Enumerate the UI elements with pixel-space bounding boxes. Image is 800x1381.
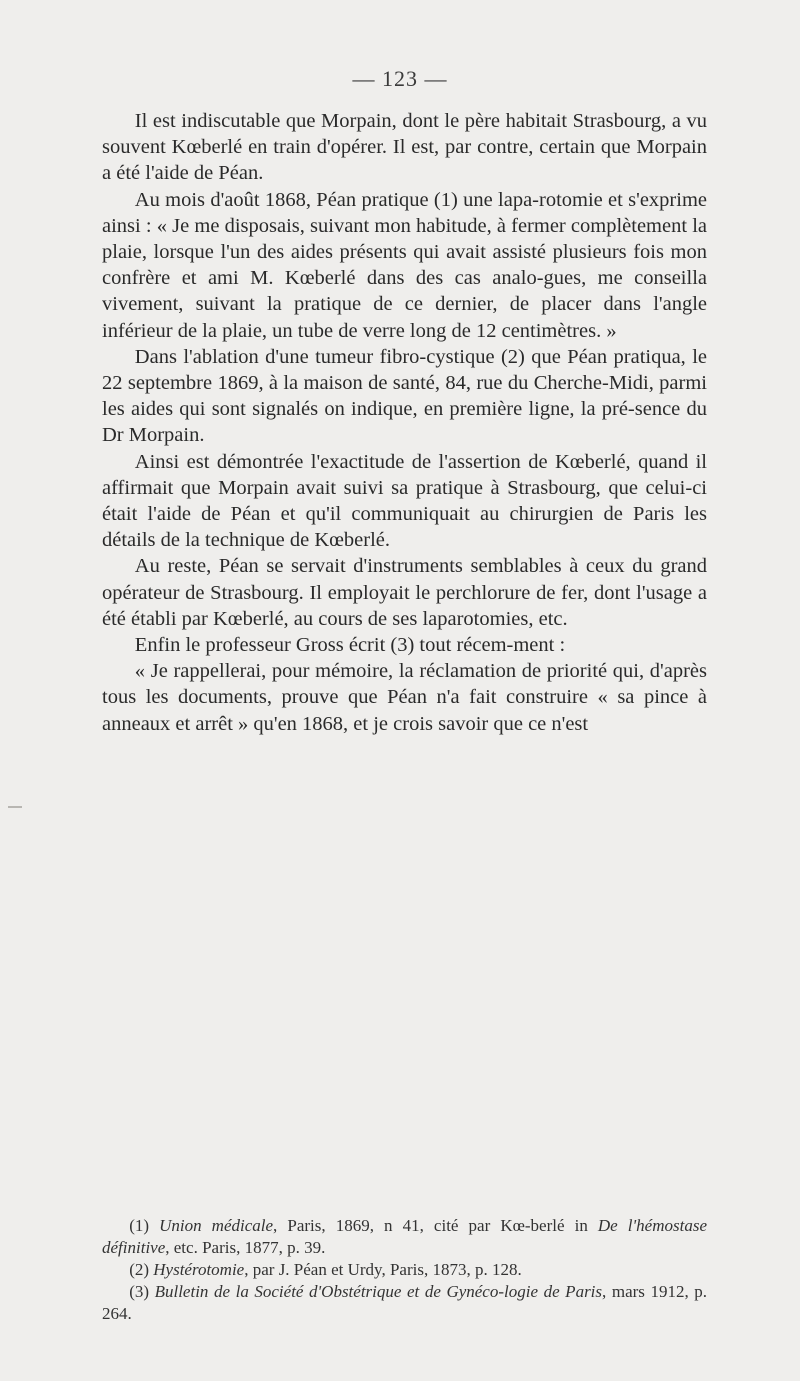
page-header: — 123 — xyxy=(352,66,448,91)
margin-mark xyxy=(8,806,22,808)
paragraph: Au reste, Péan se servait d'instruments semblables à ceux du grand opérateur de Strasbourg. Il employait le perchlorure de fer, dont l'usage a été établi par Kœberlé, au cours de ses laparotomies, etc. xyxy=(102,555,707,630)
footnote-text: , Paris, 1869, n 41, cité par Kœ-berlé in xyxy=(273,1216,598,1235)
footnote-number: (1) xyxy=(129,1216,150,1235)
footnote xyxy=(102,1259,707,1281)
footnote-text: , etc. Paris, 1877, p. 39. xyxy=(165,1238,326,1257)
paragraph: Ainsi est démontrée l'exactitude de l'assertion de Kœberlé, quand il affirmait que Morpain avait suivi sa pratique à Strasbourg, que celui-ci était l'aide de Péan et qu'il communiquait au chirurgien de Paris les détails de la technique de Kœberlé. xyxy=(102,450,707,552)
footnote xyxy=(102,1215,707,1259)
footnote-text: , mars 1912, p. 264. xyxy=(102,1282,708,1323)
body-text xyxy=(102,108,707,737)
paragraph: Dans l'ablation d'une tumeur fibro-cystique (2) que Péan pratiqua, le 22 septembre 1869, à la maison de santé, 84, rue du Cherche-Midi, parmi les aides qui sont signalés on indique, en première ligne, la pré-sence du Dr Morpain. xyxy=(102,345,707,447)
footnote-title: Union médicale xyxy=(159,1216,274,1235)
footnote-title: Bulletin de la Société d'Obstétrique et de Gynéco-logie de Paris xyxy=(154,1282,603,1301)
footnote-text: , par J. Péan et Urdy, Paris, 1873, p. 128. xyxy=(244,1260,522,1279)
footnote-number: (2) xyxy=(129,1260,150,1279)
paragraph: Au mois d'août 1868, Péan pratique (1) une lapa-rotomie et s'exprime ainsi : « Je me disposais, suivant mon habitude, à fermer complètement la plaie, lorsque l'un des aides présents qui avait assisté plusieurs fois mon confrère et ami M. Kœberlé dans des cas analo-gues, me conseilla vivement, suivant la pratique de ce dernier, de placer dans l'angle inférieur de la plaie, un tube de verre long de 12 centimètres. » xyxy=(102,188,707,342)
footnote xyxy=(102,1281,707,1325)
paragraph: Il est indiscutable que Morpain, dont le père habitait Strasbourg, a vu souvent Kœberlé en train d'opérer. Il est, par contre, certain que Morpain a été l'aide de Péan. xyxy=(102,110,707,185)
footnote-title: Hystérotomie xyxy=(153,1260,245,1279)
footnotes xyxy=(102,1215,707,1325)
paragraph: Enfin le professeur Gross écrit (3) tout récem-ment : xyxy=(134,634,566,657)
footnote-number: (3) xyxy=(129,1282,150,1301)
paragraph: « Je rappellerai, pour mémoire, la réclamation de priorité qui, d'après tous les documents, prouve que Péan n'a fait construire « sa pince à anneaux et arrêt » qu'en 1868, et je crois savoir que ce n'est xyxy=(102,660,707,735)
footnote-title: De l'hémostase définitive xyxy=(102,1216,707,1257)
